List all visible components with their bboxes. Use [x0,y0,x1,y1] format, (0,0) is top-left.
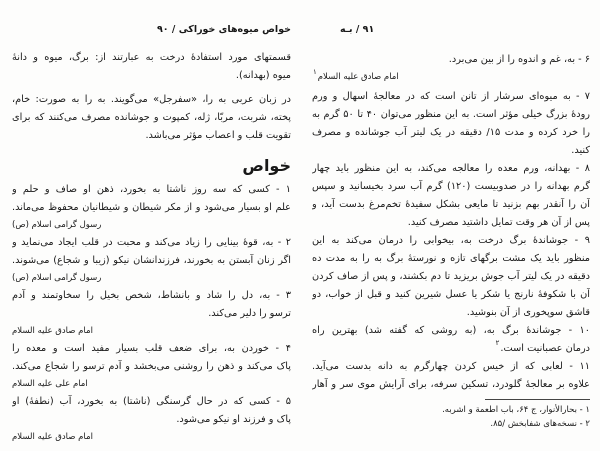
text-line: ۶ - به، غم و اندوه را از بین می‌برد. [448,54,590,65]
footnote: ۱ - بحارالأنوار، ج ۶۴، باب اطعمة و اشربه. [442,405,590,415]
text-line: پاک می‌کند و ذهن را روشنی می‌بخشد و آدم ترسو را شجاع می‌کند. [12,361,291,372]
text-line: علاوه بر معالجهٔ گلودرد، تسکین سرفه، برای آرایش موی سر و آهار [312,379,590,390]
list-item [312,358,590,394]
text-line: تقویت قلب و اعصاب مؤثر می‌باشد. [145,130,291,141]
list-item [12,393,291,446]
text-line: ۸ - بهدانه، ورم معده را معالجه می‌کند، به این منظور باید چهار [312,163,590,174]
list-item [312,88,590,160]
text-line: در زبان عربی به را، «سفرجل» می‌گویند. به را به صورت: خام، [12,94,291,105]
text-line: ۹ - جوشاندهٔ برگ درخت به، بیخوابی را درمان می‌کند به این [312,235,590,246]
attribution: رسول گرامی اسلام (ص) [12,220,102,230]
right-page [312,0,590,451]
section-heading: خواص [242,156,291,175]
text-line: ۵ - کسی که در حال گرسنگی (ناشتا) به بخورد، آب (نطفهٔ) او [12,396,291,407]
text-line: قسمتهای مورد استفادهٔ درخت به عبارتند از: برگ، میوه و دانهٔ [12,52,291,63]
text-line: گرم بهدانه را در صدوبیست (۱۲۰) گرم آب سرد بخیسانید و سپس [312,181,590,192]
running-header: ۹۱ / بـه [340,24,375,35]
text-line: ۷ - به میوه‌ای سرشار از تانن است که در معالجهٔ اسهال و ورم [312,91,590,102]
text-line: پخته، شربت، مربّا، ژله، کمپوت و جوشانده مصرف می‌کنند که برای [12,112,291,123]
text-line: پس از آن هر وقت تمایل داشتید مصرف کنید. [407,217,590,228]
footnote: ۲ - نسخه‌های شفابخش /۸۵. [490,419,590,429]
text-line: قاشق سوپخوری از آن بنوشید. [466,307,590,318]
text-line: منظور باید یک مشت برگهای تازه و نورستهٔ برگ به را به مدت ده [312,253,590,264]
text-line: آن را آنقدر بهم بزنید تا مایعی بشکل سفیدهٔ تخم‌مرغ بدست آید، و [312,199,590,210]
text-line: ترسو را دلیر می‌کند. [208,308,291,319]
text-line: کنید. [571,145,590,156]
intro-paragraph [12,91,291,145]
left-page [12,0,291,451]
list-item [12,181,291,234]
attribution: رسول گرامی اسلام (ص) [12,273,102,283]
footnote-ref: ۲ [495,340,500,347]
footnotes [312,403,590,431]
footnote-ref: ۱ [313,69,317,76]
list-item [312,232,590,322]
text-line: ۳ - به، دل را شاد و بانشاط، شخص بخیل را سخاوتمند و آدم [12,290,291,301]
attribution: امام صادق علیه السلام [12,326,93,336]
list-item [12,340,291,393]
list-item [312,160,590,232]
list-item [312,51,590,86]
list-item [312,322,590,358]
text-line [312,340,590,358]
list-item [12,234,291,287]
attribution: امام علی علیه السلام [12,379,88,389]
text-line: پاک و فرزند او نیکو می‌شود. [176,414,291,425]
page-body [12,49,291,446]
footnote-divider [485,399,590,400]
properties-list [12,181,291,446]
text-line: ۱ - کسی که سه روز ناشتا به بخورد، ذهن او صاف و حلم و [12,184,291,195]
text-line: ۱۱ - لعابی که از خیس کردن چهارگرم به دانه بدست می‌آید. [312,361,590,372]
attribution [312,69,590,86]
text-line: آن با شکوفهٔ نارنج یا شکر یا عسل شیرین کنید و قبل از خواب، دو [312,289,590,300]
text-line-content: درمان عصبانیت است. [500,343,590,354]
running-header: خواص میوه‌های خوراکی / ۹۰ [157,24,291,35]
text-line: رودهٔ بزرگ خیلی مؤثر است. به این منظور می‌توان ۴۰ تا ۵۰ گرم به [312,109,590,120]
text-line: دقیقه در یک لیتر آب جوش بریزید تا دم بکشند، و پس از صاف کردن [312,271,590,282]
text-line: اگر زنان آبستن به بخورند، فرزندانشان نیکو (زیبا و شجاع) می‌شوند. [12,255,291,266]
text-line: ۲ - به، قوهٔ بینایی را زیاد می‌کند و محبت در قلب ایجاد می‌نماید و [12,237,291,248]
text-line: ۱۰ - جوشاندهٔ برگ به، (به روشی که گفته شد) بهترین راه [312,325,590,336]
text-line: علم او بسیار می‌شود و از مکر شیطان و شیطانیان محفوظ می‌ماند. [12,202,291,213]
text-line: میوه (بهدانه). [235,70,291,81]
list-item [12,287,291,340]
text-line: ۴ - خوردن به، برای ضعف قلب بسیار مفید است و معده را [12,343,291,354]
text-line: را خرد کرده و مدت ۱۵/ دقیقه در یک لیتر آب جوشانده و مصرف [312,127,590,138]
intro-paragraph [12,49,291,85]
page-body [312,51,590,431]
attribution-text: امام صادق علیه السلام [317,72,399,82]
attribution: امام صادق علیه السلام [12,432,93,442]
